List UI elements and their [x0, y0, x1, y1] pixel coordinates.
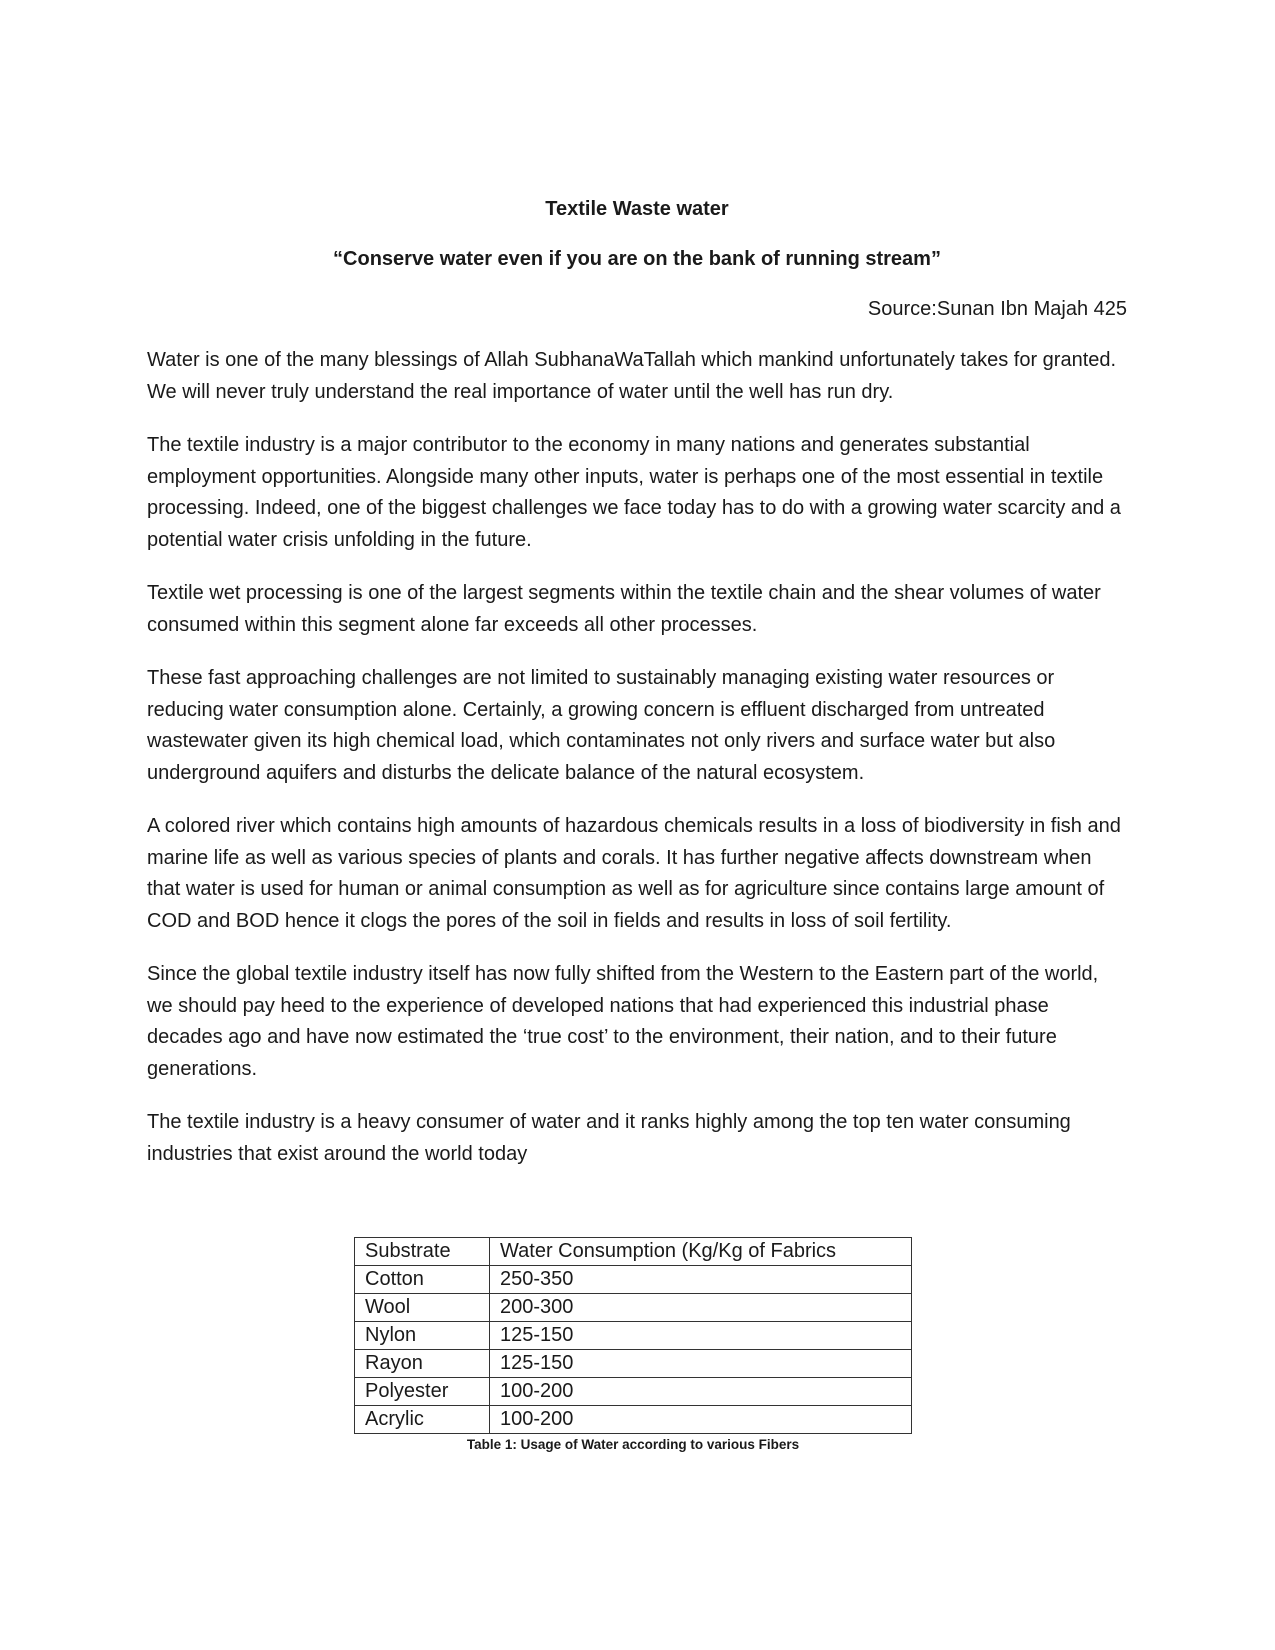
table-cell-consumption: 200-300	[490, 1294, 912, 1322]
document-title: Textile Waste water	[545, 198, 729, 220]
epigraph-source: Source:Sunan Ibn Majah 425	[867, 298, 1127, 320]
paragraph-6: Since the global textile industry itself has now fully shifted from the Western to the Eastern part of the world, we should pay heed to the experience of developed nations that had experienced this industrial phase decades ago and have now estimated the ‘true cost’ to the environment, their nation, and to their future generations.	[147, 963, 1099, 1080]
table-cell-substrate: Acrylic	[355, 1406, 490, 1434]
paragraph-5: A colored river which contains high amounts of hazardous chemicals results in a loss of biodiversity in fish and marine life as well as various species of plants and corals. It has further negative affects downstream when that water is used for human or animal consumption as well as for agriculture since contains large amount of COD and BOD hence it clogs the pores of the soil in fields and results in loss of soil fertility.	[147, 815, 1121, 932]
table-cell-substrate: Wool	[355, 1294, 490, 1322]
table-cell-consumption: 100-200	[490, 1406, 912, 1434]
table-row	[355, 1294, 912, 1322]
table-row	[355, 1378, 912, 1406]
table-cell-consumption: 125-150	[490, 1350, 912, 1378]
table-row	[355, 1322, 912, 1350]
water-usage-table-block	[354, 1237, 912, 1454]
paragraph-7: The textile industry is a heavy consumer of water and it ranks highly among the top ten water consuming industries that exist around the world today	[147, 1111, 1071, 1165]
table-cell-consumption: 250-350	[490, 1266, 912, 1294]
table-header-cell: Water Consumption (Kg/Kg of Fabrics	[490, 1238, 912, 1266]
table-cell-substrate: Polyester	[355, 1378, 490, 1406]
table-cell-substrate: Nylon	[355, 1322, 490, 1350]
water-usage-table	[354, 1237, 912, 1434]
paragraph-2: The textile industry is a major contributor to the economy in many nations and generates substantial employment opportunities. Alongside many other inputs, water is perhaps one of the most essential in textile processing. Indeed, one of the biggest challenges we face today has to do with a growing water scarcity and a potential water crisis unfolding in the future.	[147, 434, 1121, 551]
paragraph-3: Textile wet processing is one of the largest segments within the textile chain and the shear volumes of water consumed within this segment alone far exceeds all other processes.	[147, 582, 1101, 636]
table-caption: Table 1: Usage of Water according to various Fibers	[466, 1437, 800, 1452]
table-row	[355, 1266, 912, 1294]
epigraph-quote: “Conserve water even if you are on the bank of running stream”	[333, 248, 941, 270]
table-row	[355, 1406, 912, 1434]
table-row	[355, 1350, 912, 1378]
paragraph-4: These fast approaching challenges are not limited to sustainably managing existing water resources or reducing water consumption alone. Certainly, a growing concern is effluent discharged from untreated wastewater given its high chemical load, which contaminates not only rivers and surface water but also underground aquifers and disturbs the delicate balance of the natural ecosystem.	[147, 667, 1056, 784]
table-cell-substrate: Rayon	[355, 1350, 490, 1378]
document-body	[147, 195, 1127, 1170]
paragraph-1: Water is one of the many blessings of Allah SubhanaWaTallah which mankind unfortunately takes for granted. We will never truly understand the real importance of water until the well has run dry.	[147, 349, 1117, 403]
table-header-row	[355, 1238, 912, 1266]
table-header-cell: Substrate	[355, 1238, 490, 1266]
table-cell-consumption: 100-200	[490, 1378, 912, 1406]
table-cell-consumption: 125-150	[490, 1322, 912, 1350]
table-cell-substrate: Cotton	[355, 1266, 490, 1294]
